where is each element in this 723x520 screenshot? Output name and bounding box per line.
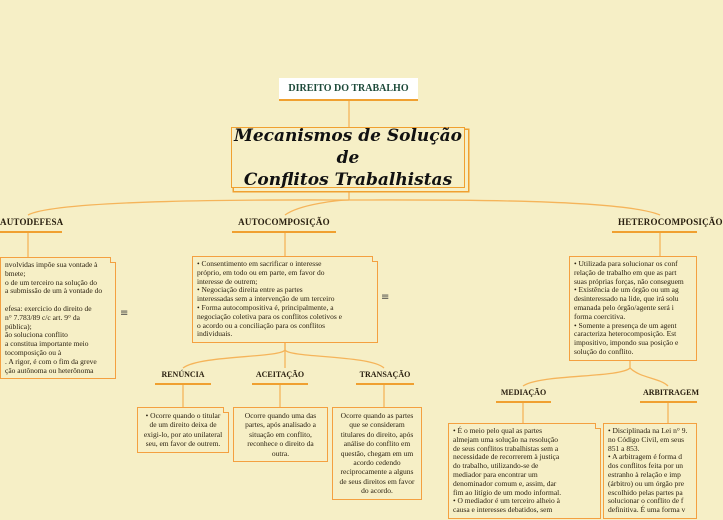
note-line: dos conflitos feita por un <box>608 461 683 471</box>
note-line: interessadas sem a intervenção de um terceiro <box>197 294 335 304</box>
note-line: solução do conflito. <box>574 346 634 356</box>
arbitragem-note[interactable] <box>603 423 697 519</box>
note-line: desinteressado na lide, que irá solu <box>574 294 679 304</box>
menu-icon[interactable]: ≡ <box>120 308 129 319</box>
subtopic-mediacao[interactable]: MEDIAÇÃO <box>496 388 551 403</box>
central-topic[interactable] <box>231 127 465 188</box>
mediacao-note[interactable] <box>448 423 601 519</box>
subtopic-transacao[interactable]: TRANSAÇÃO <box>356 370 414 385</box>
note-fold <box>223 407 229 413</box>
note-line: pública); <box>5 321 32 331</box>
subtopic-aceitacao[interactable]: ACEITAÇÃO <box>252 370 308 385</box>
note-line: • Disciplinada na Lei n° 9. <box>608 426 688 435</box>
note-line: • Utilizada para solucionar os conf <box>574 259 678 268</box>
note-line: • Existência de um órgão ou um ag <box>574 285 679 295</box>
note-line: • Somente a presença de um agent <box>574 320 677 330</box>
note-text: Ocorre quando uma das partes, após analisado a situação em conflito, reconhece o direito da outra. <box>244 411 317 458</box>
note-line: suas próprias forças, não conseguem <box>574 276 684 286</box>
note-line: denominador comum e, assim, dar <box>453 478 557 488</box>
title-line-1: Mecanismos de Solução de <box>234 125 462 168</box>
note-line: nvolvidas impõe sua vontade à <box>5 260 98 269</box>
header-label[interactable]: DIREITO DO TRABALHO <box>279 78 418 101</box>
note-line: tocomposição ou à <box>5 347 62 357</box>
note-line: bmete; <box>5 268 26 278</box>
note-line: o acordo ou a conciliação para os conflitos <box>197 320 326 330</box>
branch-autocomposicao[interactable]: AUTOCOMPOSIÇÃO <box>232 217 336 233</box>
renuncia-note[interactable] <box>137 407 229 453</box>
note-line: relação de trabalho em que as part <box>574 267 677 277</box>
note-line: escolhido pelas partes pa <box>608 487 683 497</box>
note-line: necessidade de recorrerem à justiça <box>453 452 560 462</box>
menu-icon[interactable]: ≡ <box>381 292 390 303</box>
note-line: negociação coletiva para os conflitos coletivos e <box>197 311 342 321</box>
note-line: . A rigor, é com o fim da greve <box>5 356 97 366</box>
note-line: próprio, em todo ou em parte, em favor do <box>197 267 325 277</box>
note-line: individuais. <box>197 329 233 339</box>
note-line: de seus conflitos trabalhistas sem a <box>453 443 559 453</box>
note-line: do trabalho, utilizando-se de <box>453 461 539 471</box>
note-line: • A arbitragem é forma d <box>608 452 683 462</box>
note-line: • Forma autocompositiva é, principalmente, a <box>197 302 334 312</box>
note-line: almejam uma solução na resolução <box>453 434 558 444</box>
note-line: impositivo, impondo sua posição e <box>574 338 679 348</box>
note-line: no Código Civil, em seus <box>608 434 685 444</box>
note-fold <box>595 423 601 429</box>
note-line: definitiva. É uma forma v <box>608 505 686 515</box>
branch-heterocomposicao[interactable]: HETEROCOMPOSIÇÃO <box>612 217 697 233</box>
note-text: Ocorre quando as partes que se consideram titulares do direito, após análise do conflito em questão, chegam em um acordo cedendo reciprocamente a alguns de seus direitos em favor do acordo. <box>339 411 415 496</box>
note-line: o de um terceiro na solução do <box>5 277 98 287</box>
note-line: • Negociação direita entre as partes <box>197 285 303 295</box>
note-line: ão soluciona conflito <box>5 330 68 340</box>
note-line: • Consentimento em sacrificar o interesse <box>197 259 322 268</box>
subtopic-arbitragem[interactable]: ARBITRAGEM <box>640 388 697 403</box>
note-line: emanada pelo órgão/agente será i <box>574 302 674 312</box>
note-line: interesse de outrem; <box>197 276 258 286</box>
note-line: caracteriza heterocomposição. Est <box>574 329 677 339</box>
subtopic-renuncia[interactable]: RENÚNCIA <box>155 370 211 385</box>
note-line: • O mediador é um terceiro alheio à <box>453 496 560 506</box>
note-line: solucionar o conflito de f <box>608 496 684 506</box>
note-fold <box>372 256 378 262</box>
title-line-2: Conflitos Trabalhistas <box>243 169 453 190</box>
autocomposicao-note[interactable] <box>192 256 378 343</box>
branch-autodefesa[interactable]: AUTODEFESA <box>0 217 62 233</box>
note-line: fim ao litígio de um modo informal. <box>453 487 562 497</box>
note-line: (árbitro) ou um órgão pre <box>608 478 685 488</box>
note-line: n° 7.783/89 c/c art. 9° da <box>5 312 80 322</box>
note-line: mediador para encontrar um <box>453 469 538 479</box>
note-text: • Ocorre quando o titular de um direito deixa de exigi-lo, por ato unilateral seu, em favor de outrem. <box>143 411 223 449</box>
note-line: estranho à relação e imp <box>608 469 681 479</box>
note-line: efesa: exercicio do direito de <box>5 303 92 313</box>
autodefesa-note[interactable] <box>0 257 116 379</box>
note-line: 851 a 853. <box>608 443 640 453</box>
note-line: • É o meio pelo qual as partes <box>453 426 543 435</box>
note-line: ção autônoma ou heterônoma <box>5 365 94 375</box>
aceitacao-note[interactable] <box>233 407 328 462</box>
note-line: a constitua importante meio <box>5 339 89 349</box>
note-fold <box>110 257 116 263</box>
note-line: causa e interesses debatidos, sem <box>453 505 553 515</box>
note-line: forma coercitiva. <box>574 311 626 321</box>
transacao-note[interactable] <box>332 407 422 500</box>
heterocomposicao-note[interactable] <box>569 256 697 361</box>
note-line: a submissão de um à vontade do <box>5 286 103 296</box>
